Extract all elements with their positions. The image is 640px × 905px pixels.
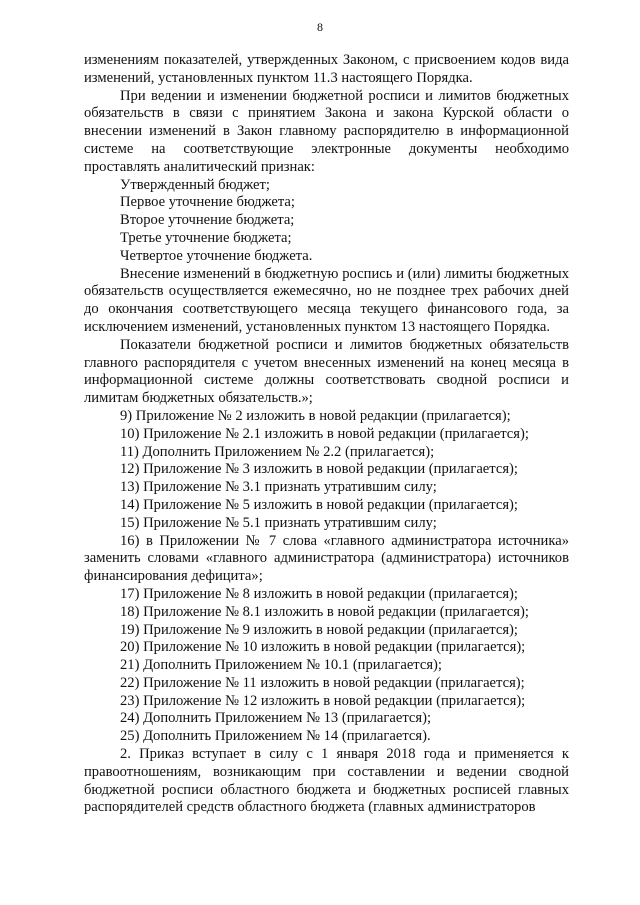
amendment-item: 19) Приложение № 9 изложить в новой редакции (прилагается); (120, 621, 518, 638)
amendment-item: 22) Приложение № 11 изложить в новой редакции (прилагается); (120, 674, 525, 691)
amendment-item: 21) Дополнить Приложением № 10.1 (прилагается); (120, 657, 442, 674)
budget-sign-item: Третье уточнение бюджета; (120, 229, 292, 246)
amendment-item: 10) Приложение № 2.1 изложить в новой редакции (прилагается); (120, 425, 529, 442)
budget-sign-item: Первое уточнение бюджета; (120, 194, 295, 211)
document-body (84, 52, 569, 817)
paragraph-analytic-sign: При ведении и изменении бюджетной росписи и лимитов бюджетных обязательств в связи с принятием Закона и закона Курской области о внесении изменений в Закон главному распорядителю в информационной системе на соответствующие электронные документы необходимо проставлять аналитический признак: (84, 87, 569, 175)
amendment-item: 18) Приложение № 8.1 изложить в новой редакции (прилагается); (120, 603, 529, 620)
budget-sign-item: Второе уточнение бюджета; (120, 212, 295, 229)
paragraph-effective-date: 2. Приказ вступает в силу с 1 января 2018 года и применяется к правоотношениям, возникающим при составлении и ведении сводной бюджетной росписи областного бюджета и бюджетных росписей главных распорядителей средств областного бюджета (главных администраторов (84, 746, 569, 816)
amendment-item: 24) Дополнить Приложением № 13 (прилагается); (120, 710, 432, 727)
paragraph-indicators: Показатели бюджетной росписи и лимитов бюджетных обязательств главного распорядителя с учетом внесенных изменений на конец месяца в информационной системе должны соответствовать сводной росписи и лимитам бюджетных обязательств.»; (84, 336, 569, 407)
paragraph-monthly-changes: Внесение изменений в бюджетную роспись и (или) лимиты бюджетных обязательств осуществляется ежемесячно, но не позднее трех рабочих дней до окончания соответствующего месяца текущего финансового года, за исключением изменений, установленных пунктом 13 настоящего Порядка. (84, 265, 569, 335)
amendment-item: 20) Приложение № 10 изложить в новой редакции (прилагается); (120, 639, 526, 656)
amendment-item-16: 16) в Приложении № 7 слова «главного администратора источника» заменить словами «главного администратора (администратора) источников финансирования дефицита»; (84, 532, 569, 585)
amendment-item: 11) Дополнить Приложением № 2.2 (прилагается); (120, 443, 435, 460)
amendment-item: 17) Приложение № 8 изложить в новой редакции (прилагается); (120, 585, 518, 602)
budget-sign-item: Утвержденный бюджет; (120, 176, 270, 193)
budget-sign-item: Четвертое уточнение бюджета. (120, 247, 313, 264)
paragraph-continuation: изменениям показателей, утвержденных Законом, с присвоением кодов вида изменений, установленных пунктом 11.3 настоящего Порядка. (84, 52, 569, 86)
amendment-item: 13) Приложение № 3.1 признать утратившим силу; (120, 479, 437, 496)
amendment-item: 14) Приложение № 5 изложить в новой редакции (прилагается); (120, 496, 518, 513)
page-number: 8 (317, 20, 323, 34)
amendment-item: 25) Дополнить Приложением № 14 (прилагается). (120, 728, 431, 745)
amendment-item: 15) Приложение № 5.1 признать утратившим силу; (120, 514, 437, 531)
amendment-item: 23) Приложение № 12 изложить в новой редакции (прилагается); (120, 692, 526, 709)
amendment-item: 12) Приложение № 3 изложить в новой редакции (прилагается); (120, 461, 518, 478)
amendment-item: 9) Приложение № 2 изложить в новой редакции (прилагается); (120, 407, 511, 424)
